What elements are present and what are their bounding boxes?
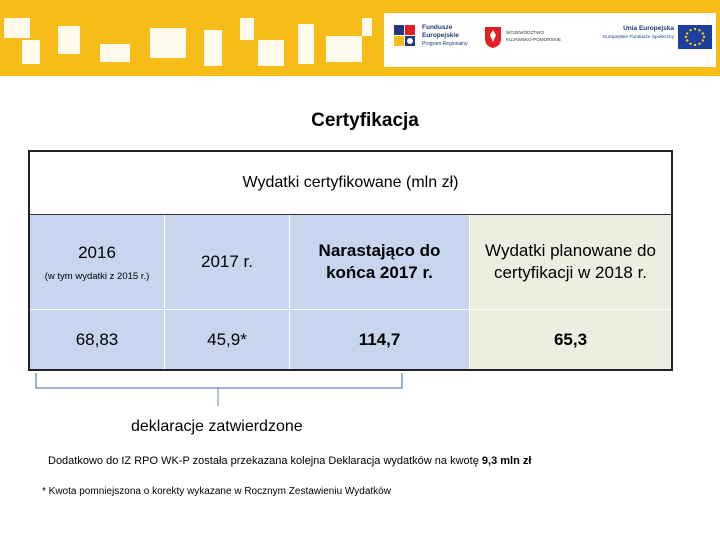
- col-2016-label: 2016: [78, 242, 116, 262]
- col-cumulative-label: Narastająco do: [318, 241, 441, 260]
- banner-decoration: [150, 28, 186, 58]
- banner-decoration: [22, 40, 40, 64]
- table-header: Wydatki certyfikowane (mln zł): [30, 152, 671, 215]
- value-planned: 65,3: [469, 310, 671, 369]
- col-2017-header: 2017 r.: [164, 215, 289, 310]
- col-2016-header: [30, 215, 164, 310]
- approved-declarations-label: deklaracje zatwierdzone: [131, 418, 303, 435]
- value-cumulative: 114,7: [289, 310, 469, 369]
- region-logo-text: KUJAWSKO-POMORSKIE: [506, 37, 561, 42]
- top-banner: [0, 0, 720, 76]
- region-logo-text: WOJEWÓDZTWO: [506, 30, 545, 35]
- logo-text: Europejskie: [422, 32, 459, 39]
- logo-subtext: Program Regionalny: [422, 41, 468, 47]
- certification-table: [28, 150, 673, 371]
- footnote: * Kwota pomniejszona o korekty wykazane w Rocznym Zestawieniu Wydatków: [42, 486, 391, 497]
- value-2016: 68,83: [30, 310, 164, 369]
- eu-flag-icon: [678, 25, 712, 49]
- col-planned-label: certyfikacji w 2018 r.: [493, 263, 648, 282]
- banner-decoration: [204, 30, 222, 66]
- eu-logo-subtext: Europejskie Fundusze Społeczny: [603, 35, 674, 40]
- region-logo: [484, 23, 574, 57]
- banner-decoration: [298, 24, 314, 64]
- approved-declarations-bracket: [34, 372, 406, 408]
- banner-decoration: [326, 36, 362, 62]
- col-cumulative-label: końca 2017 r.: [326, 263, 433, 282]
- col-planned-header: [469, 215, 671, 310]
- additional-declaration-note: [48, 455, 531, 467]
- banner-decoration: [58, 26, 80, 54]
- fundusze-europejskie-logo: [392, 22, 472, 58]
- value-2017: 45,9*: [164, 310, 289, 369]
- banner-decoration: [240, 18, 254, 40]
- logo-text: Fundusze: [422, 24, 453, 31]
- col-2016-note: (w tym wydatki z 2015 r.): [44, 270, 150, 282]
- col-cumulative-header: [289, 215, 469, 310]
- col-planned-label: Wydatki planowane do: [485, 241, 656, 260]
- banner-decoration: [4, 18, 30, 38]
- note-text: Dodatkowo do IZ RPO WK-P została przekazana kolejna Deklaracja wydatków na kwotę: [48, 455, 482, 467]
- eu-logo: [590, 19, 712, 61]
- note-amount: 9,3 mln zł: [481, 455, 532, 467]
- page-title: Certyfikacja: [311, 110, 419, 131]
- banner-decoration: [362, 18, 372, 36]
- banner-decoration: [100, 44, 130, 62]
- eu-logo-text: Unia Europejska: [623, 25, 674, 32]
- logo-strip: [384, 13, 716, 67]
- banner-decoration: [258, 40, 284, 66]
